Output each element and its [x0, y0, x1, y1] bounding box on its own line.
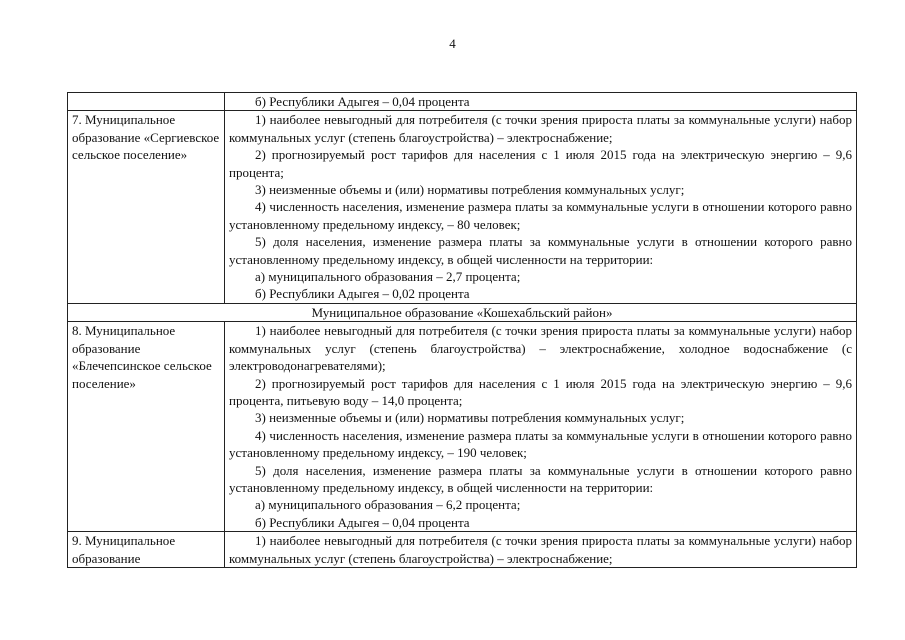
table-row	[68, 532, 857, 568]
paragraph: 1) наиболее невыгодный для потребителя (с точки зрения прироста платы за коммунальные услуги) набор коммунальных услуг (степень благоустройства) – электроснабжение;	[229, 533, 852, 566]
paragraph: 1) наиболее невыгодный для потребителя (с точки зрения прироста платы за коммунальные услуги) набор коммунальных услуг (степень благоустройства) – электроснабжение, холодное водоснабжение (с электроводонагревателями);	[229, 323, 852, 374]
paragraph: а) муниципального образования – 6,2 процента;	[255, 497, 521, 513]
municipality-name: 8. Муниципальное образование «Блечепсинское сельское поселение»	[68, 322, 225, 532]
row-content	[225, 111, 857, 303]
section-title: Муниципальное образование «Кошехабльский район»	[68, 303, 857, 321]
row-content	[225, 532, 857, 568]
page-number: 4	[449, 36, 456, 51]
paragraph: 3) неизменные объемы и (или) нормативы потребления коммунальных услуг;	[255, 410, 685, 426]
row-content	[225, 322, 857, 532]
paragraph: 4) численность населения, изменение размера платы за коммунальные услуги в отношении которого равно установленному предельному индексу, – 190 человек;	[229, 427, 852, 461]
paragraph: 5) доля населения, изменение размера платы за коммунальные услуги в отношении которого равно установленному предельному индексу, в общей численности на территории:	[229, 462, 852, 495]
paragraph: а) муниципального образования – 2,7 процента;	[255, 269, 521, 285]
paragraph: 3) неизменные объемы и (или) нормативы потребления коммунальных услуг;	[255, 182, 685, 198]
paragraph: б) Республики Адыгея – 0,02 процента	[255, 286, 470, 302]
tariff-table	[67, 92, 857, 568]
paragraph: 2) прогнозируемый рост тарифов для населения с 1 июля 2015 года на электрическую энергию – 9,6 процента, питьевую воду – 14,0 процента;	[229, 375, 852, 408]
paragraph: 4) численность населения, изменение размера платы за коммунальные услуги в отношении которого равно установленному предельному индексу, – 80 человек;	[229, 199, 852, 232]
municipality-name: 9. Муниципальное образование	[68, 532, 225, 568]
municipality-name: 7. Муниципальное образование «Сергиевское сельское поселение»	[68, 111, 225, 303]
paragraph: 1) наиболее невыгодный для потребителя (с точки зрения прироста платы за коммунальные услуги) набор коммунальных услуг (степень благоустройства) – электроснабжение;	[229, 112, 852, 145]
section-row	[68, 303, 857, 321]
row-content	[225, 93, 857, 111]
paragraph: б) Республики Адыгея – 0,04 процента	[255, 514, 470, 530]
table-row	[68, 322, 857, 532]
paragraph: б) Республики Адыгея – 0,04 процента	[255, 94, 470, 109]
table-row	[68, 111, 857, 303]
paragraph: 2) прогнозируемый рост тарифов для населения с 1 июля 2015 года на электрическую энергию – 9,6 процента;	[229, 147, 852, 180]
table-row	[68, 93, 857, 111]
municipality-name	[68, 93, 225, 111]
paragraph: 5) доля населения, изменение размера платы за коммунальные услуги в отношении которого равно установленному предельному индексу, в общей численности на территории:	[229, 234, 852, 267]
